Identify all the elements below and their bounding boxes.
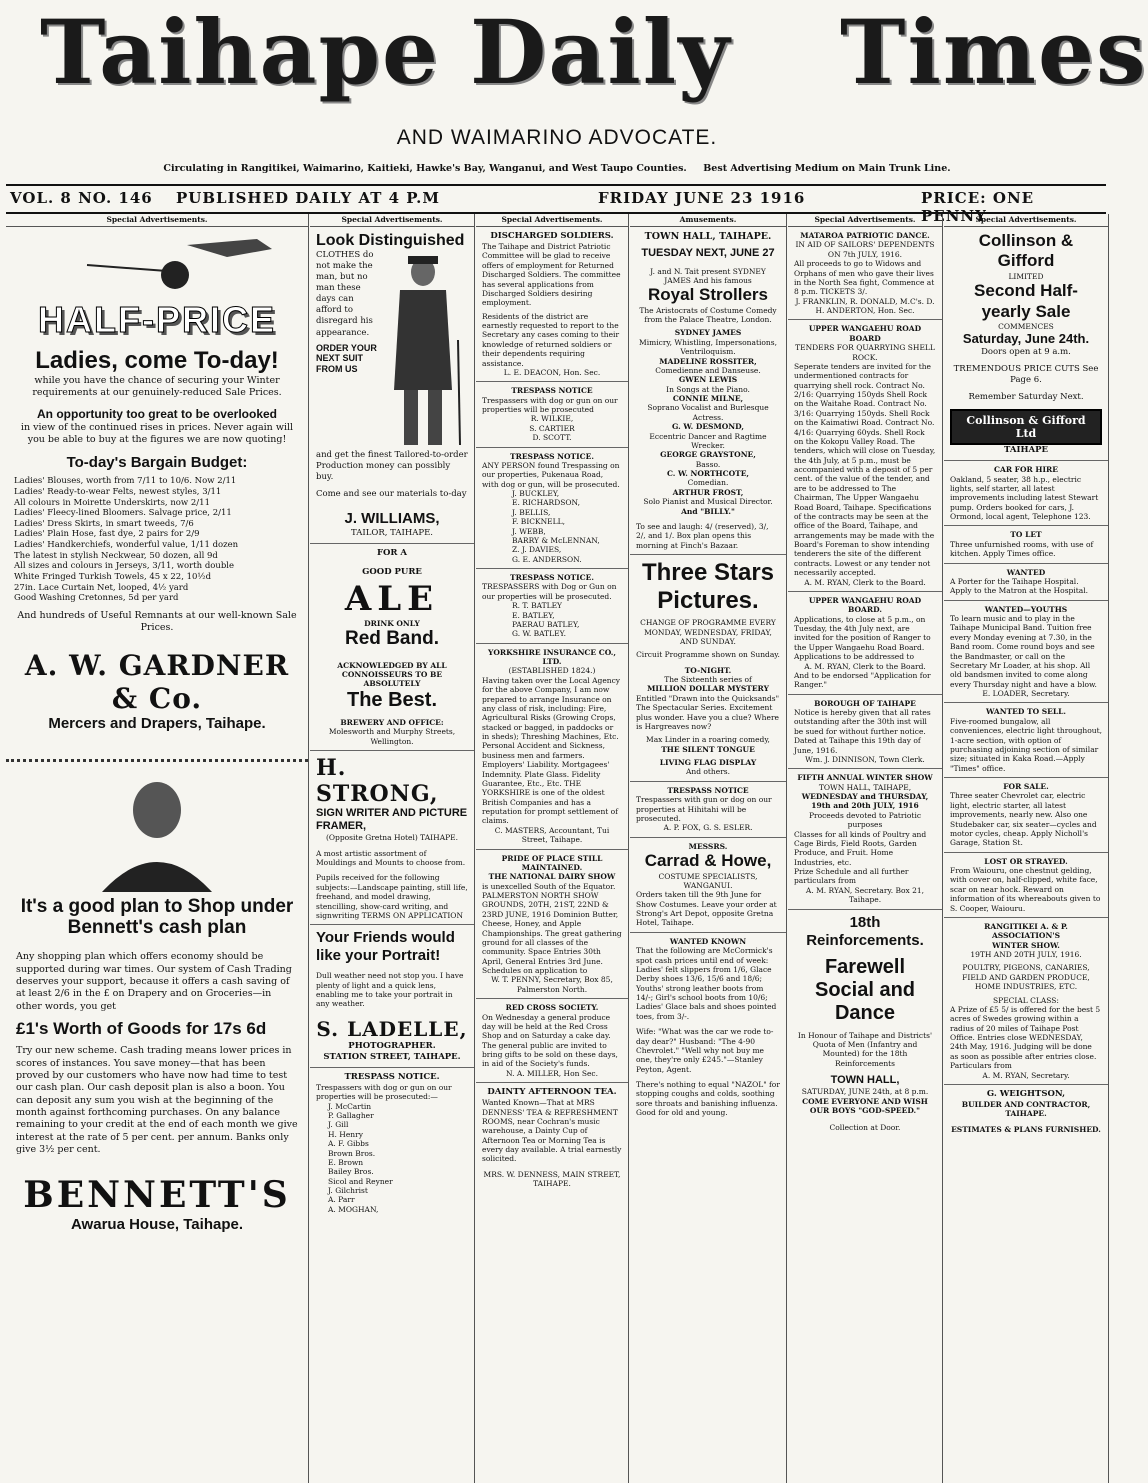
to-let-ad xyxy=(944,526,1108,563)
dairy-show-ad xyxy=(476,850,628,1000)
good-pure: GOOD PURE xyxy=(362,567,422,578)
list-item: Sicol and Reyner xyxy=(328,1176,393,1186)
chevrolet-text: Wife: "What was the car we rode to-day dear?" Husband: "The 4-90 Chevrolet." "Well why not buy me one, they're only £245."—Stanley Peyton, Agent. xyxy=(636,1027,774,1074)
collinson-logo xyxy=(950,409,1102,456)
trespass-body: Trespassers with gun or dog on our properties at Hihitahi will be prosecuted. xyxy=(636,795,772,823)
for-sale-heading: FOR SALE. xyxy=(1003,782,1049,792)
trespass-name: J. WEBB, xyxy=(512,526,546,536)
three-stars-title: Three Stars Pictures. xyxy=(641,559,775,614)
trespass-body: Trespassers with dog or gun on our properties will be prosecuted xyxy=(482,395,618,415)
trespass-body: ANY PERSON found Trespassing on our properties, Pukenaua Road, with dog or gun, will be prosecuted. xyxy=(482,460,620,489)
show-dates: 19TH AND 20TH JULY, 1916. xyxy=(970,950,1082,960)
trespass-name: J. BUCKLEY, xyxy=(512,489,560,499)
saturday-text: SATURDAY, JUNE 24th, at 8 p.m. xyxy=(801,1087,929,1097)
list-item: J. Gilchrist xyxy=(328,1186,368,1196)
dairy-heading: THE NATIONAL DAIRY SHOW xyxy=(488,872,616,882)
red-band-name: Red Band. xyxy=(345,627,439,649)
ladelle-name: S. LADELLE, xyxy=(316,1016,468,1041)
discharged-soldiers-ad xyxy=(476,227,628,382)
others-text: And others. xyxy=(685,767,731,777)
budget-head: To-day's Bargain Budget: xyxy=(66,454,248,472)
best-text: The Best. xyxy=(346,688,438,711)
red-cross-heading: RED CROSS SOCIETY. xyxy=(505,1003,599,1013)
collection-note: Collection at Door. xyxy=(829,1123,901,1133)
strong-address: (Opposite Gretna Hotel) TAIHAPE. xyxy=(325,833,459,843)
ladelle-address: STATION STREET, TAIHAPE. xyxy=(323,1051,461,1062)
come-everyone: COME EVERYONE AND WISH OUR BOYS "GOD-SPEED." xyxy=(802,1096,928,1115)
sale-heading: Second Half-yearly Sale xyxy=(974,281,1078,321)
borough-heading: BOROUGH OF TAIHAPE xyxy=(814,698,916,708)
honour-text: In Honour of Taihape and Districts' Quota of Men (Infantry and Mounted) for the 18th Reinforcements xyxy=(797,1030,933,1068)
logo-sub: TAIHAPE xyxy=(1004,445,1048,456)
masthead-title-1: Taihape xyxy=(40,0,441,104)
tonight-label: TO-NIGHT. xyxy=(684,665,732,675)
wanted-youths-ad xyxy=(944,601,1108,704)
cast-name: ARTHUR FROST, xyxy=(672,487,744,497)
trespass-names xyxy=(316,1102,468,1215)
gentleman-illustration xyxy=(378,250,468,450)
mataroa-proceeds: All proceeds to go to Widows and Orphans of men who gave their lives in the North Sea fight, Commence at 8 p.m. TICKETS 3/. xyxy=(794,259,935,297)
trespass-heading: TRESPASS NOTICE. xyxy=(344,1071,440,1082)
mystery-title: MILLION DOLLAR MYSTERY xyxy=(647,684,769,694)
trespass-name: E. RICHARDSON, xyxy=(512,498,580,508)
denness-signature: MRS. W. DENNESS, MAIN STREET, TAIHAPE. xyxy=(483,1169,621,1189)
bennett-offer: £1's Worth of Goods for 17s 6d xyxy=(16,1018,267,1038)
flag-display: LIVING FLAG DISPLAY xyxy=(659,758,757,768)
strong-ad xyxy=(310,751,474,925)
mataroa-heading: MATAROA PATRIOTIC DANCE. xyxy=(800,231,930,240)
prize-text: Prize Schedule and all further particulars from xyxy=(794,867,909,886)
column-4 xyxy=(630,214,787,1483)
trespass-name: R. WILKIE, xyxy=(530,414,574,424)
lost-strayed-ad xyxy=(944,853,1108,918)
quarry-tender-ad xyxy=(788,320,942,592)
circulation-text: Circulating in Rangitikei, Waimarino, Kaitieki, Hawke's Bay, Wanganui, and West Taupo Counties. xyxy=(163,163,687,174)
nazol-text: There's nothing to equal "NAZOL" for stopping coughs and colds, soothing sore throats and banishing influenza. Good for old and young. xyxy=(636,1080,780,1118)
photographer-label: PHOTOGRAPHER. xyxy=(348,1040,436,1051)
williams-ad xyxy=(310,227,474,544)
trespass-name: BARRY & McLENNAN, xyxy=(512,535,600,545)
tait-presents: J. and N. Tait present SYDNEY JAMES And his famous xyxy=(650,266,766,285)
loader-signature: E. LOADER, Secretary. xyxy=(982,689,1070,699)
rangitikei-show-ad xyxy=(944,918,1108,1085)
road-board-heading: UPPER WANGAEHU ROAD BOARD xyxy=(808,324,922,343)
weightson-name: G. WEIGHTSON, xyxy=(986,1088,1066,1099)
list-item: Ladies' Fleecy-lined Bloomers. Salvage price, 2/11 xyxy=(14,508,232,519)
list-item: J. Gill xyxy=(328,1120,349,1130)
column-5 xyxy=(788,214,943,1483)
list-item: All colours in Moirette Underskirts, now 2/11 xyxy=(14,497,210,508)
volume-number: VOL. 8 NO. 146 xyxy=(10,189,153,207)
published-note: PUBLISHED DAILY AT 4 P.M xyxy=(176,189,440,207)
half-price-banner: HALF-PRICE xyxy=(38,299,276,340)
list-item: A. F. Gibbs xyxy=(328,1139,369,1149)
wanted-body: A Porter for the Taihape Hospital. Apply to the Matron at the Hospital. xyxy=(950,576,1089,596)
to-let-body: Three unfurnished rooms, with use of kitchen. Apply Times office. xyxy=(950,539,1094,559)
youths-heading: WANTED—YOUTHS xyxy=(984,604,1068,614)
list-item: E. Brown xyxy=(328,1157,364,1167)
list-item: A. Parr xyxy=(328,1195,355,1205)
column-header: Special Advertisements. xyxy=(476,214,628,227)
cast-role: Basso. xyxy=(695,459,721,469)
dull-weather-text: Dull weather need not stop you. I have plenty of light and a quick lens, enabling me to take your portrait in any weather. xyxy=(316,971,464,1009)
winter-show: WINTER SHOW. xyxy=(992,940,1060,950)
yorkshire-insurance-ad xyxy=(476,644,628,850)
column-header: Special Advertisements. xyxy=(944,214,1108,227)
farewell-heading: Farewell Social and Dance xyxy=(814,955,916,1024)
williams-name: J. WILLIAMS, xyxy=(344,510,440,528)
cast-role: Comedienne and Danseuse. xyxy=(655,365,761,375)
carrad-howe-ad xyxy=(630,838,786,933)
trespass-name: R. T. BATLEY xyxy=(512,601,563,611)
trespass-notice-2 xyxy=(476,448,628,570)
red-cross-ad xyxy=(476,999,628,1083)
drink-only: DRINK ONLY xyxy=(364,618,420,628)
sixteenth-text: The Sixteenth series of xyxy=(664,675,752,685)
trespass-notice-col2 xyxy=(310,1068,474,1218)
special-body: A Prize of £5 5/ is offered for the best 5 acres of Swedes growing within a radius of 20 miles of Taihape Post Office. Entries close WEDNESDAY, 24th May, 1916. Judging will be done as soon as possible after entries close. Particulars from xyxy=(950,1004,1101,1071)
youths-body: To learn music and to play in the Taihape Municipal Band. Tuition free every Monday evening at 7.30, in the Band room. Come round boys and see the Bandmaster, or call on the Secretary Mr Loader, at his shop. All old bandsmen invited to come along every Thursday night and have a blow. xyxy=(950,614,1097,689)
rates-body: Notice is hereby given that all rates outstanding after the 30th inst will be sued for without further notice. Dated at Taihape this 19th day of June, 1916. xyxy=(794,708,931,755)
poultry-text: POULTRY, PIGEONS, CANARIES, FIELD AND GARDEN PRODUCE, HOME INDUSTRIES, ETC. xyxy=(962,963,1090,992)
for-sale-ad xyxy=(944,778,1108,853)
dinnison-signature: Wm. J. DINNISON, Town Clerk. xyxy=(805,754,925,764)
list-item: Ladies' Handkerchiefs, wonderful value, 1/11 dozen xyxy=(14,540,239,551)
classes-text: Classes for all kinds of Poultry and Cage Birds, Field Roots, Garden Produce, and Fruit. Home Industries, etc. xyxy=(794,829,927,867)
list-item: All sizes and colours in Jerseys, 3/11, worth double xyxy=(14,561,235,572)
town-hall: TOWN HALL, TAIHAPE, xyxy=(818,782,912,792)
look-headline: Look Distinguished xyxy=(316,232,465,249)
for-a: FOR A xyxy=(376,548,408,559)
list-item: Ladies' Blouses, worth from 7/11 to 10/6. Now 2/11 xyxy=(14,476,237,487)
logo-text: Collinson & Gifford Ltd xyxy=(950,409,1102,445)
sale-date: Saturday, June 24th. xyxy=(962,331,1090,347)
linder-text: Max Linder in a roaring comedy, xyxy=(646,735,770,745)
masters-signature: C. MASTERS, Accountant, Tui Street, Taihape. xyxy=(494,825,610,845)
masthead-title-2: Daily xyxy=(470,0,732,104)
list-item: Ladies' Ready-to-wear Felts, newest styles, 3/11 xyxy=(14,486,222,497)
tuesday-heading: TUESDAY NEXT, JUNE 27 xyxy=(641,247,775,260)
trespass-notice-1 xyxy=(476,382,628,447)
sell-heading: WANTED TO SELL. xyxy=(985,707,1067,717)
list-item: The latest in stylish Neckwear, 50 dozen, all 9d xyxy=(14,550,218,561)
yorkshire-body: Having taken over the Local Agency for the above Company, I am now prepared to arrange Insurance on any class of risk, including: Fire, Agricultural Risks (Growing Crops, stacked or bagged, in paddocks or in sheds); Threshing Machines, Etc. Personal Accident and Sickness, business men and farmers. Employers' Liability. Mortgagees' Indemnity. Plate Glass. Fidelity Guarantee, Etc., Etc. THE YORKSHIRE is one of the oldest British Companies and has a reputation for prompt settlement of claims. xyxy=(482,675,621,826)
wanted-known-body: That the following are McCormick's spot cash prices until end of week: Ladies' felt slippers from 1/6, Glace Derby shoes 13/6, 15/6 and 18/6; Youths' strong leather boots from 14/-; Girl's school boots from 10/6; Ladies' Glace bals and shoes pointed toes, from 3/-. xyxy=(636,946,777,1021)
discharged-body-2: Residents of the district are earnestly requested to report to the Secretary any cases coming to their knowledge of returned soldiers or their dependents requiring assistance. xyxy=(482,311,620,368)
williams-sub: TAILOR, TAIHAPE. xyxy=(351,528,433,539)
lost-heading: LOST OR STRAYED. xyxy=(984,856,1068,866)
builder-text: BUILDER AND CONTRACTOR, TAIHAPE. xyxy=(961,1099,1091,1119)
column-1 xyxy=(6,214,309,1483)
cast-role: Solo Pianist and Musical Director. xyxy=(643,497,773,507)
wanted-heading: WANTED xyxy=(1006,567,1046,577)
opportunity-text: in view of the continued rises in prices. Never again will you be able to buy at the figures we are now quoting! xyxy=(20,421,294,446)
column-3 xyxy=(476,214,629,1483)
carrad-name: Carrad & Howe, xyxy=(644,851,772,871)
ladelle-ad xyxy=(310,925,474,1068)
gardner-ad xyxy=(6,227,308,737)
ryan-signature: A. M. RYAN, Clerk to the Board. xyxy=(804,661,926,671)
bennett-address: Awarua House, Taihape. xyxy=(71,1216,243,1234)
order-text-2: and get the finest Tailored-to-order Production money can possibly buy. xyxy=(316,450,468,483)
mataroa-dance-ad xyxy=(788,227,942,320)
bennett-name: BENNETT'S xyxy=(23,1174,291,1217)
wanted-to-sell-ad xyxy=(944,703,1108,778)
cast-name: G. W. DESMOND, xyxy=(671,422,744,432)
red-band-ad xyxy=(310,544,474,751)
come-see-text: Come and see our materials to-day xyxy=(316,489,467,500)
aristocrats-text: The Aristocrats of Costume Comedy from the Palace Theatre, London. xyxy=(639,305,777,325)
entitled-text: Entitled "Drawn into the Quicksands" The Spectacular Series. Excitement plus wonder. Have you a clue? Where is Hargreaves now? xyxy=(636,693,780,731)
winter-show-heading: FIFTH ANNUAL WINTER SHOW xyxy=(797,773,933,783)
price-cuts: TREMENDOUS PRICE CUTS See Page 6. xyxy=(953,363,1099,385)
ranger-ad xyxy=(788,592,942,695)
collinson-gifford-ad xyxy=(944,227,1108,461)
column-header: Special Advertisements. xyxy=(6,214,308,227)
trespass-name: PAERAU BATLEY, xyxy=(512,619,580,629)
gardner-firm: A. W. GARDNER & Co. xyxy=(24,648,290,715)
column-header: Special Advertisements. xyxy=(310,214,474,227)
bennett-body: Any shopping plan which offers economy should be supported during war times. Our system of Cash Trading deserves your support, because it offers a cash saving of at least 2/6 in the £ on Drapery and on Groceries—in other words, you get xyxy=(16,951,292,1012)
bennett-headline: It's a good plan to Shop under Bennett's cash plan xyxy=(20,895,294,939)
ryan-signature: A. M. RYAN, Secretary. Box 21, Taihape. xyxy=(805,885,925,905)
cast-name: GEORGE GRAYSTONE, xyxy=(660,450,756,460)
strong-trade: SIGN WRITER AND PICTURE FRAMER, xyxy=(316,806,468,833)
list-item: White Fringed Turkish Towels, 45 x 22, 10½d xyxy=(14,571,212,582)
cast-name: CONNIE MILNE, xyxy=(672,394,744,404)
opportunity-head: An opportunity too great to be overlooked xyxy=(37,407,277,422)
deacon-signature: L. E. DEACON, Hon. Sec. xyxy=(503,367,601,377)
trespass-heading: TRESPASS NOTICE xyxy=(511,386,593,396)
strong-pupils: Pupils received for the following subjects:—Landscape painting, still life, freehand, and model drawing, stencilling, show-card writing, and signwriting TERMS ON APPLICATION xyxy=(316,873,468,920)
mataroa-mcs: J. FRANKLIN, R. DONALD, M.C's. D. H. ANDERTON, Hon. Sec. xyxy=(795,296,935,315)
list-item: 27in. Lace Curtain Net, looped, 4½ yard xyxy=(14,582,189,593)
cast-role: Eccentric Dancer and Ragtime Wrecker. xyxy=(649,431,767,450)
three-stars-ad xyxy=(630,555,786,782)
man-portrait-illustration xyxy=(82,772,232,892)
patriotic-note: Proceeds devoted to Patriotic purposes xyxy=(808,810,922,830)
red-cross-body: On Wednesday a general produce day will be held at the Red Cross Shop and on Saturday a cake day. The general public are invited to bring gifts to be sold on these days, in aid of the Society's funds. xyxy=(482,1012,618,1069)
budget-list xyxy=(14,476,300,604)
list-item: Good Washing Cretonnes, 5d per yard xyxy=(14,593,179,604)
silent-tongue: THE SILENT TONGUE xyxy=(661,744,755,754)
bennett-ad xyxy=(6,759,308,1241)
strollers-name: Royal Strollers xyxy=(648,285,768,305)
list-item: A. MOGHAN, xyxy=(328,1204,379,1214)
collinson-name: Collinson & Gifford xyxy=(978,231,1074,271)
column-2 xyxy=(310,214,475,1483)
price-note: PRICE: ONE PENNY xyxy=(921,189,1035,225)
wanted-known-heading: WANTED KNOWN xyxy=(669,936,747,946)
trespass-names: A. P. FOX, G. S. ESLER. xyxy=(663,823,753,833)
ryan-signature: A. M. RYAN, Clerk to the Board. xyxy=(804,577,926,587)
town-hall-2: TOWN HALL, xyxy=(830,1074,900,1086)
masthead-title-3: Times xyxy=(840,0,1148,104)
cast-name: MADELINE ROSSITER, xyxy=(659,356,757,366)
cast-role: Soprano Vocalist and Burlesque Actress. xyxy=(647,403,769,422)
trespass-heading: TRESPASS NOTICE xyxy=(667,785,749,795)
trespass-heading: TRESPASS NOTICE. xyxy=(510,573,594,583)
list-item: J. McCartin xyxy=(328,1101,372,1111)
column-header: Special Advertisements. xyxy=(788,214,942,227)
medium-text: Best Advertising Medium on Main Trunk Line. xyxy=(703,163,951,174)
cast-role: Comedian. xyxy=(687,478,729,488)
ranger-endorsed: And to be endorsed "Application for Ranger." xyxy=(794,670,931,690)
sell-body: Five-roomed bungalow, all conveniences, electric light throughout, 1-acre section, with option of purchasing adjoining section of similar size; situated in Kaka Road.—Apply "Times" office. xyxy=(950,716,1103,773)
dairy-body: is unexcelled South of the Equator. PALMERSTON NORTH SHOW GROUNDS, 20TH, 21ST, 22ND & 23RD JUNE, 1916 Dominion Butter, Cheese, Honey, and Apple Championships. The great gathering ground for all classes of the community. Space Entries 30th April, General Entries 3rd June. Schedules on application to xyxy=(482,881,622,976)
to-let-heading: TO LET xyxy=(1010,530,1042,540)
trespass-heading: TRESPASS NOTICE. xyxy=(510,451,594,461)
cast-name: SYDNEY JAMES xyxy=(674,328,742,338)
cast-role: Mimicry, Whistling, Impersonations, Ventriloquism. xyxy=(639,337,777,357)
ladies-intro: while you have the chance of securing your Winter requirements at our genuinely-reduced Sale Prices. xyxy=(32,374,282,398)
change-text: CHANGE OF PROGRAMME EVERY MONDAY, WEDNESDAY, FRIDAY, AND SUNDAY. xyxy=(640,618,776,646)
clothes-text: CLOTHES do not make the man, but no man these days can afford to disregard his appearance. xyxy=(316,250,374,338)
wanted-known-ad xyxy=(630,933,786,1122)
brewery-address: Molesworth and Murphy Streets, Wellington. xyxy=(328,727,456,746)
circuit-text: Circuit Programme shown on Sunday. xyxy=(636,650,780,660)
order-text: ORDER YOUR NEXT SUIT FROM US xyxy=(316,342,377,375)
brewery-label: BREWERY AND OFFICE: xyxy=(340,717,444,727)
wanted-porter-ad xyxy=(944,564,1108,601)
column-6 xyxy=(944,214,1109,1483)
remember-text: Remember Saturday Next. xyxy=(968,392,1084,403)
miller-signature: N. A. MILLER, Hon Sec. xyxy=(506,1068,598,1078)
borough-ad xyxy=(788,695,942,770)
yorkshire-established: (ESTABLISHED 1824.) xyxy=(508,666,596,676)
discharged-heading: DISCHARGED SOLDIERS. xyxy=(490,231,614,241)
trespass-notice-3 xyxy=(476,569,628,644)
weightson-ad xyxy=(944,1085,1108,1138)
list-item: P. Gallagher xyxy=(328,1111,374,1121)
trespass-name: F. BICKNELL, xyxy=(512,517,566,527)
car-hire-body: Oakland, 5 seater, 38 h.p., electric lights, self starter, all latest improvements including latest Stewart pump. Orders booked for cars, J. Ormond, local agent, Telephone 123. xyxy=(950,474,1099,522)
ryan-signature: A. M. RYAN, Secretary. xyxy=(982,1070,1070,1080)
doors-open: Doors open at 9 a.m. xyxy=(981,346,1071,357)
estimates-text: ESTIMATES & PLANS FURNISHED. xyxy=(951,1124,1101,1134)
trespass-name: Z. J. DAVIES, xyxy=(512,545,562,555)
trespass-body: TRESPASSERS with Dog or Gun on our properties will be prosecuted. xyxy=(482,582,617,601)
costume-specialists: COSTUME SPECIALISTS, WANGANUI. xyxy=(658,871,758,890)
issue-date: FRIDAY JUNE 23 1916 xyxy=(598,189,806,207)
car-hire-heading: CAR FOR HIRE xyxy=(994,465,1058,475)
cast-name: C. W. NORTHCOTE, xyxy=(666,469,750,479)
winter-show-dates: WEDNESDAY and THURSDAY, 19th and 20th JULY, 1916 xyxy=(801,792,929,811)
billy-text: And "BILLY." xyxy=(681,506,735,516)
road-board-heading: UPPER WANGAEHU ROAD BOARD. xyxy=(808,595,922,615)
cast-name: GWEN LEWIS xyxy=(678,375,738,385)
discharged-body: The Taihape and District Patriotic Committee will be glad to receive offers of employment for Returned Discharged Soldiers. The committee has several applications from Discharged Soldiers desiring employment. xyxy=(482,242,621,308)
farewell-social-ad xyxy=(788,910,942,1137)
trespass-name: G. E. ANDERSON. xyxy=(512,554,582,564)
list-item: Brown Bros. xyxy=(328,1148,376,1158)
gardner-sub: Mercers and Drapers, Taihape. xyxy=(48,714,266,732)
acknowledged-text: ACKNOWLEDGED BY ALL CONNOISSEURS TO BE ABSOLUTELY xyxy=(337,660,447,689)
dainty-tea-ad xyxy=(476,1083,628,1192)
circulation-line xyxy=(0,163,1114,174)
trespass-name: J. BELLIS, xyxy=(512,507,551,517)
ranger-body: Applications, to close at 5 p.m., on Tuesday, the 4th July next, are invited for the position of Ranger to the Upper Wangaehu Road Board. Applications to be addressed to xyxy=(794,614,931,662)
trespass-name: G. W. BATLEY. xyxy=(512,629,567,639)
list-item: Bailey Bros. xyxy=(328,1167,374,1177)
remnants-note: And hundreds of Useful Remnants at our well-known Sale Prices. xyxy=(17,609,297,634)
quarry-body: Seperate tenders are invited for the undermentioned contracts for quarrying shell rock. Contract No. 2/16: Quarrying 150yds Shell Rock on the Waitahe Road. Contract No. 3/16: Quarrying 150yds. Shell Rock on the Kaimatiwi Road. Contract No. 4/16: Quarrying 60yds. Shell Rock on the Kokopu Valley Road. The tenders, which will close on Tuesday, the 4th July, at 5 p.m., must be accompanied with a deposit of 5 per cent. of the value of the tender, and are to be addressed to The Chairman, The Upper Wangaehu Road Board, Taihape. Specifications of the contracts may be seen at the office of the Board, Taihape, and arrangements may be made with the Board's Foreman to show intending tenderers the site of the different contracts. Lowest or any tender not necessarily accepted. xyxy=(794,361,936,578)
trespass-name: S. CARTIER xyxy=(529,423,575,433)
penny-signature: W. T. PENNY, Secretary, Box 85, Palmerston North. xyxy=(491,975,613,994)
trespass-body: Trespassers with dog or gun on our properties will be prosecuted:— xyxy=(316,1082,452,1102)
trespass-name: D. SCOTT. xyxy=(532,433,572,443)
trespass-hihitahi xyxy=(630,782,786,838)
list-item: H. Henry xyxy=(328,1129,363,1139)
quarry-heading: TENDERS FOR QUARRYING SHELL ROCK. xyxy=(795,343,935,362)
column-header: Amusements. xyxy=(630,214,786,227)
mataroa-date: ON 7th JULY, 1916. xyxy=(827,249,903,259)
ladies-headline: Ladies, come To-day! xyxy=(35,347,279,374)
ale-text: ALE xyxy=(344,578,440,619)
mataroa-aid: IN AID OF SAILORS' DEPENDENTS xyxy=(795,240,935,250)
masthead-subtitle: AND WAIMARINO ADVOCATE. xyxy=(396,126,718,149)
assoc-heading: RANGITIKEI A. & P. ASSOCIATION'S xyxy=(984,921,1068,941)
list-item: Ladies' Plain Hose, fast dye, 2 pairs for 2/9 xyxy=(14,529,200,540)
special-class: SPECIAL CLASS: xyxy=(993,995,1059,1005)
dainty-body: Wanted Known—That at MRS DENNESS' TEA & REFRESHMENT ROOMS, near Cochran's music warehouse, a Dainty Cup of Afternoon Tea or Morning Tea is every day available. A trial earnestly solicited. xyxy=(482,1098,622,1164)
pride-heading: PRIDE OF PLACE STILL MAINTAINED. xyxy=(501,853,603,872)
friends-headline: Your Friends would like your Portrait! xyxy=(316,929,455,965)
town-hall-heading: TOWN HALL, TAIHAPE. xyxy=(644,231,772,242)
bennett-body-2: Try our new scheme. Cash trading means lower prices in scores of instances. You save money—that has been proved by our customers who have now had time to test our cash plan. Our cash deposit plan is also a boon. You can deposit any sum you wish at the beginning of the month against forthcoming purchases. On any balance remaining to your credit at the end of each month we give interest at the rate of 5 per cent. per annum. Banks only give 3½ per cent. xyxy=(16,1045,298,1156)
reinforcements-heading: 18th Reinforcements. xyxy=(806,913,924,949)
winter-show-ad xyxy=(788,769,942,909)
commences-label: COMMENCES xyxy=(998,321,1054,331)
cast-role: In Songs at the Piano. xyxy=(666,384,750,394)
scissors-hand-illustration xyxy=(27,235,287,295)
for-sale-body: Three seater Chevrolet car, electric light, electric starter, all latest improvements, nearly new. Also one Studebaker car, six seater—cycles and motor cycles, cheap. Apply Nicholl's Garage, Station St. xyxy=(950,791,1097,848)
royal-strollers-ad xyxy=(630,227,786,555)
strong-name: H. STRONG, xyxy=(316,754,439,807)
dainty-heading: DAINTY AFTERNOON TEA. xyxy=(487,1087,617,1098)
list-item: Ladies' Dress Skirts, in smart tweeds, 7/6 xyxy=(14,518,194,529)
limited-label: LIMITED xyxy=(1008,271,1044,281)
trespass-name: E. BATLEY, xyxy=(512,610,555,620)
car-hire-ad xyxy=(944,461,1108,526)
prices-text: To see and laugh: 4/ (reserved), 3/, 2/, and 1/. Box plan opens this morning at Finch's Bazaar. xyxy=(636,521,769,550)
yorkshire-heading: YORKSHIRE INSURANCE CO., LTD. xyxy=(487,647,617,667)
lost-body: From Waiouru, one chestnut gelding, with cover on, half-clipped, white face, scar on near hock. Reward on information of its whereabouts given to S. Cooper, Waiouru. xyxy=(950,866,1101,913)
messrs-label: MESSRS. xyxy=(688,841,728,851)
orders-text: Orders taken till the 9th June for Show Costumes. Leave your order at Strong's Art Depot, opposite Gretna Hotel, Taihape. xyxy=(636,890,777,928)
strong-mouldings: A most artistic assortment of Mouldings and Mounts to choose from. xyxy=(316,848,466,868)
